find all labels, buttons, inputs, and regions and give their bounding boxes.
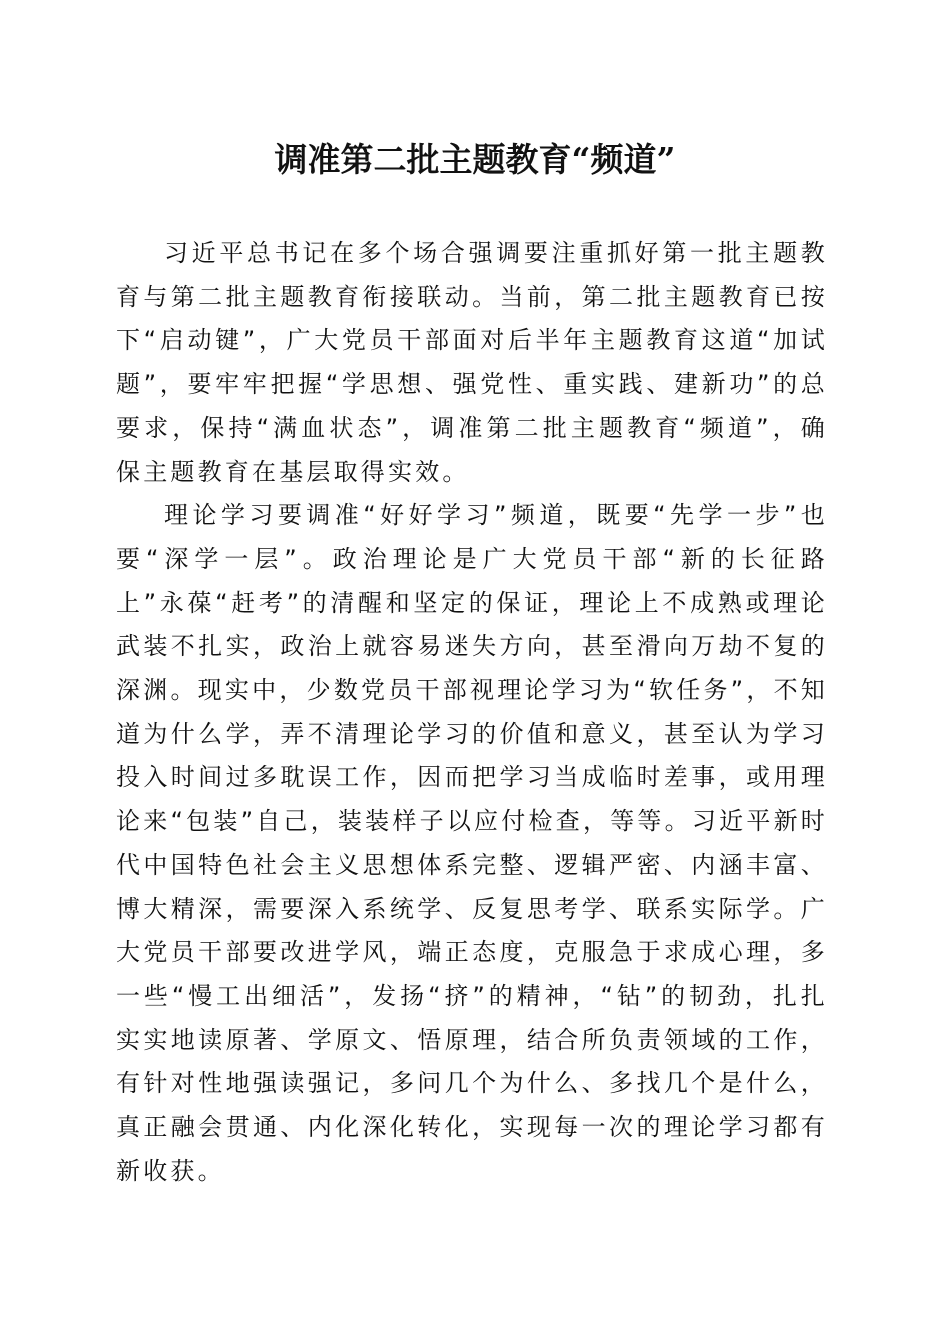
paragraph: 理论学习要调准“好好学习”频道，既要“先学一步”也要“深学一层”。政治理论是广大党员干部“新的长征路上”永葆“赶考”的清醒和坚定的保证，理论上不成熟或理论武装不扎实，政治上就容易迷失方向，甚至滑向万劫不复的深渊。现实中，少数党员干部视理论学习为“软任务”，不知道为什么学，弄不清理论学习的价值和意义，甚至认为学习投入时间过多耽误工作，因而把学习当成临时差事，或用理论来“包装”自己，装装样子以应付检查，等等。习近平新时代中国特色社会主义思想体系完整、逻辑严密、内涵丰富、博大精深，需要深入系统学、反复思考学、联系实际学。广大党员干部要改进学风，端正态度，克服急于求成心理，多一些“慢工出细活”，发扬“挤”的精神，“钻”的韧劲，扎扎实实地读原著、学原文、悟原理，结合所负责领域的工作，有针对性地强读强记，多问几个为什么、多找几个是什么，真正融会贯通、内化深化转化，实现每一次的理论学习都有新收获。 bbox=[116, 501, 828, 1185]
document-body bbox=[116, 232, 828, 1193]
paragraph: 习近平总书记在多个场合强调要注重抓好第一批主题教育与第二批主题教育衔接联动。当前，第二批主题教育已按下“启动键”，广大党员干部面对后半年主题教育这道“加试题”，要牢牢把握“学思想、强党性、重实践、建新功”的总要求，保持“满血状态”，调准第二批主题教育“频道”，确保主题教育在基层取得实效。 bbox=[116, 239, 828, 486]
document-title: 调准第二批主题教育“频道” bbox=[274, 140, 676, 179]
